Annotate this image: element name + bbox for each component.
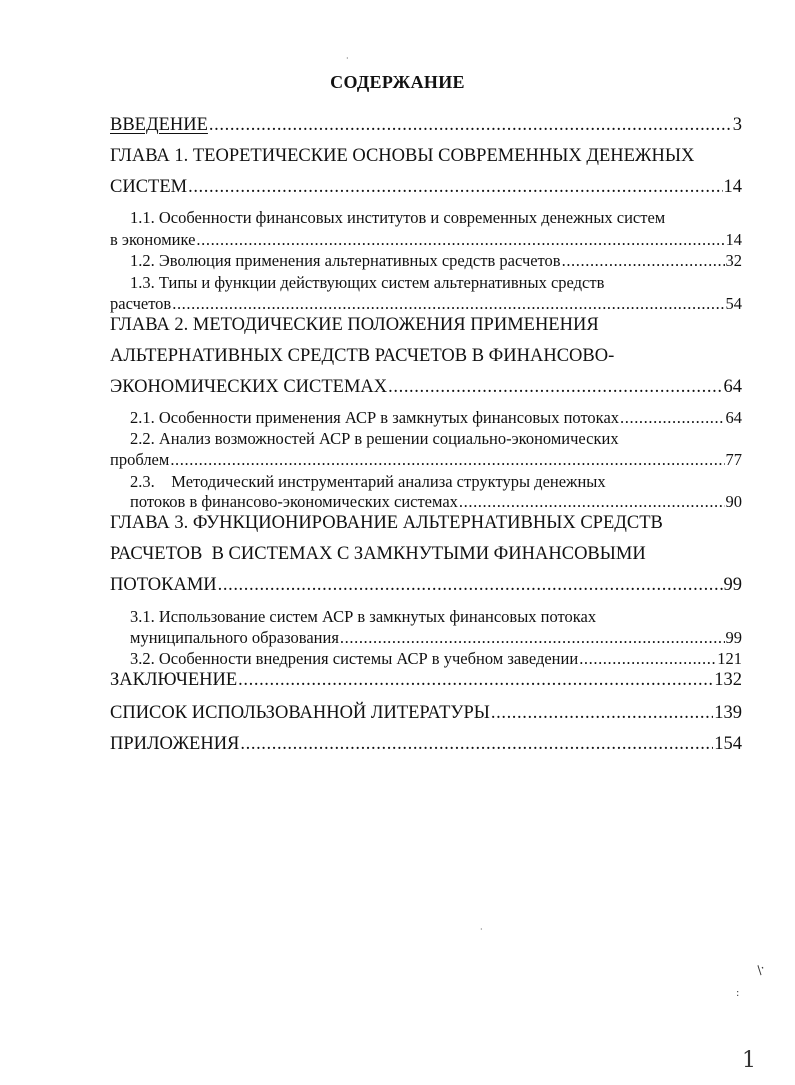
scan-speck-dot: · [346, 54, 349, 63]
page-number: 90 [725, 492, 742, 511]
section-title-line: проблем [110, 450, 170, 469]
dot-leader [240, 735, 713, 754]
toc-section-1-3-end[interactable] [110, 296, 742, 313]
page-number: 77 [725, 450, 742, 469]
section-title-line: 1.3. Типы и функции действующих систем альтернативных средств [130, 273, 605, 292]
page-number: 154 [714, 734, 742, 754]
toc-chapter-3-line2[interactable] [110, 545, 742, 564]
toc-section-1-3[interactable] [130, 275, 742, 292]
toc-entry-conclusion[interactable] [110, 671, 742, 690]
page-number: 99 [723, 575, 742, 595]
dot-leader [172, 296, 724, 313]
section-title-line: в экономике [110, 230, 196, 249]
toc-chapter-3[interactable] [110, 514, 742, 533]
section-title-line: 3.1. Использование систем АСР в замкнутых финансовых потоках [130, 607, 597, 626]
toc-entry-label: ЗАКЛЮЧЕНИЕ [110, 670, 238, 690]
toc-chapter-3-end[interactable] [110, 576, 742, 595]
toc-section-2-3[interactable] [130, 474, 742, 491]
toc-section-1-1[interactable] [110, 210, 742, 227]
dot-leader [238, 671, 713, 690]
toc-chapter-2-end[interactable] [110, 378, 742, 397]
chapter-title-line: ГЛАВА 1. ТЕОРЕТИЧЕСКИЕ ОСНОВЫ СОВРЕМЕННЫХ ДЕНЕЖНЫХ [110, 146, 695, 166]
dot-leader [459, 494, 725, 511]
section-title-line: 2.1. Особенности применения АСР в замкнутых финансовых потоках [130, 408, 620, 427]
page-number: 14 [725, 230, 742, 249]
toc-chapter-2[interactable] [110, 316, 742, 335]
section-title-line: 1.1. Особенности финансовых институтов и современных денежных систем [130, 208, 666, 227]
toc-section-3-2[interactable] [130, 651, 742, 668]
chapter-title-line: ГЛАВА 3. ФУНКЦИОНИРОВАНИЕ АЛЬТЕРНАТИВНЫХ СРЕДСТВ [110, 513, 663, 533]
page-number: 99 [725, 628, 742, 647]
section-title-line: муниципального образования [130, 628, 339, 647]
dot-leader [209, 116, 732, 135]
section-title-line: 2.3. Методический инструментарий анализа структуры денежных [130, 472, 606, 491]
toc-section-2-2[interactable] [130, 431, 742, 448]
chapter-title-line: ЭКОНОМИЧЕСКИХ СИСТЕМАХ [110, 377, 388, 397]
toc-entry-references[interactable] [110, 704, 742, 723]
page-title: СОДЕРЖАНИЕ [330, 72, 465, 92]
toc-chapter-2-line2[interactable] [110, 347, 742, 366]
toc-entry-label: СПИСОК ИСПОЛЬЗОВАННОЙ ЛИТЕРАТУРЫ [110, 703, 490, 723]
dot-leader [196, 232, 724, 249]
toc-entry-label: ПРИЛОЖЕНИЯ [110, 734, 240, 754]
scan-speck-dot: · [480, 925, 483, 934]
dot-leader [491, 704, 713, 723]
margin-handwritten-mark: 1 [742, 1048, 756, 1073]
section-title-line: расчетов [110, 294, 172, 313]
page-number: 64 [725, 408, 742, 427]
page-number: 32 [725, 251, 742, 270]
toc-section-2-3-end[interactable] [130, 494, 742, 511]
chapter-title-line: АЛЬТЕРНАТИВНЫХ СРЕДСТВ РАСЧЕТОВ В ФИНАНСОВО- [110, 346, 615, 366]
toc-section-1-1-end[interactable] [110, 232, 742, 249]
toc-entry-appendices[interactable] [110, 735, 742, 754]
toc-chapter-1-end[interactable] [110, 178, 742, 197]
section-title-line: 3.2. Особенности внедрения системы АСР в учебном заведении [130, 649, 579, 668]
toc-entry-intro[interactable] [110, 116, 742, 135]
section-title-line: 1.2. Эволюция применения альтернативных средств расчетов [130, 251, 561, 270]
page-number: 139 [714, 703, 742, 723]
toc-section-3-1-end[interactable] [130, 630, 742, 647]
toc-section-2-1[interactable] [130, 410, 742, 427]
page-number: 132 [714, 670, 742, 690]
dot-leader [562, 253, 725, 270]
page-number: 121 [717, 649, 742, 668]
chapter-title-line: РАСЧЕТОВ В СИСТЕМАХ С ЗАМКНУТЫМИ ФИНАНСОВЫМИ [110, 544, 646, 564]
page-number: 64 [723, 377, 742, 397]
dot-leader [188, 178, 722, 197]
chapter-title-line: ГЛАВА 2. МЕТОДИЧЕСКИЕ ПОЛОЖЕНИЯ ПРИМЕНЕНИЯ [110, 315, 599, 335]
toc-chapter-1[interactable] [110, 147, 742, 166]
toc-section-2-2-end[interactable] [110, 452, 742, 469]
section-title-line: 2.2. Анализ возможностей АСР в решении социально-экономических [130, 429, 619, 448]
page-number: 14 [723, 177, 742, 197]
dot-leader [388, 378, 722, 397]
toc-section-3-1[interactable] [130, 609, 742, 626]
page-number: 3 [732, 115, 742, 135]
dot-leader [579, 651, 716, 668]
page-number: 54 [725, 294, 742, 313]
chapter-title-line: ПОТОКАМИ [110, 575, 217, 595]
section-title-line: потоков в финансово-экономических системах [130, 492, 458, 511]
chapter-title-line: СИСТЕМ [110, 177, 188, 197]
scan-speck-stroke: /· [753, 961, 769, 977]
toc-section-1-2[interactable] [130, 253, 742, 270]
dot-leader [170, 452, 724, 469]
dot-leader [218, 576, 723, 595]
scan-speck-colon: : [736, 988, 740, 999]
dot-leader [340, 630, 725, 647]
dot-leader [620, 410, 724, 427]
toc-entry-label: ВВЕДЕНИЕ [110, 115, 208, 135]
